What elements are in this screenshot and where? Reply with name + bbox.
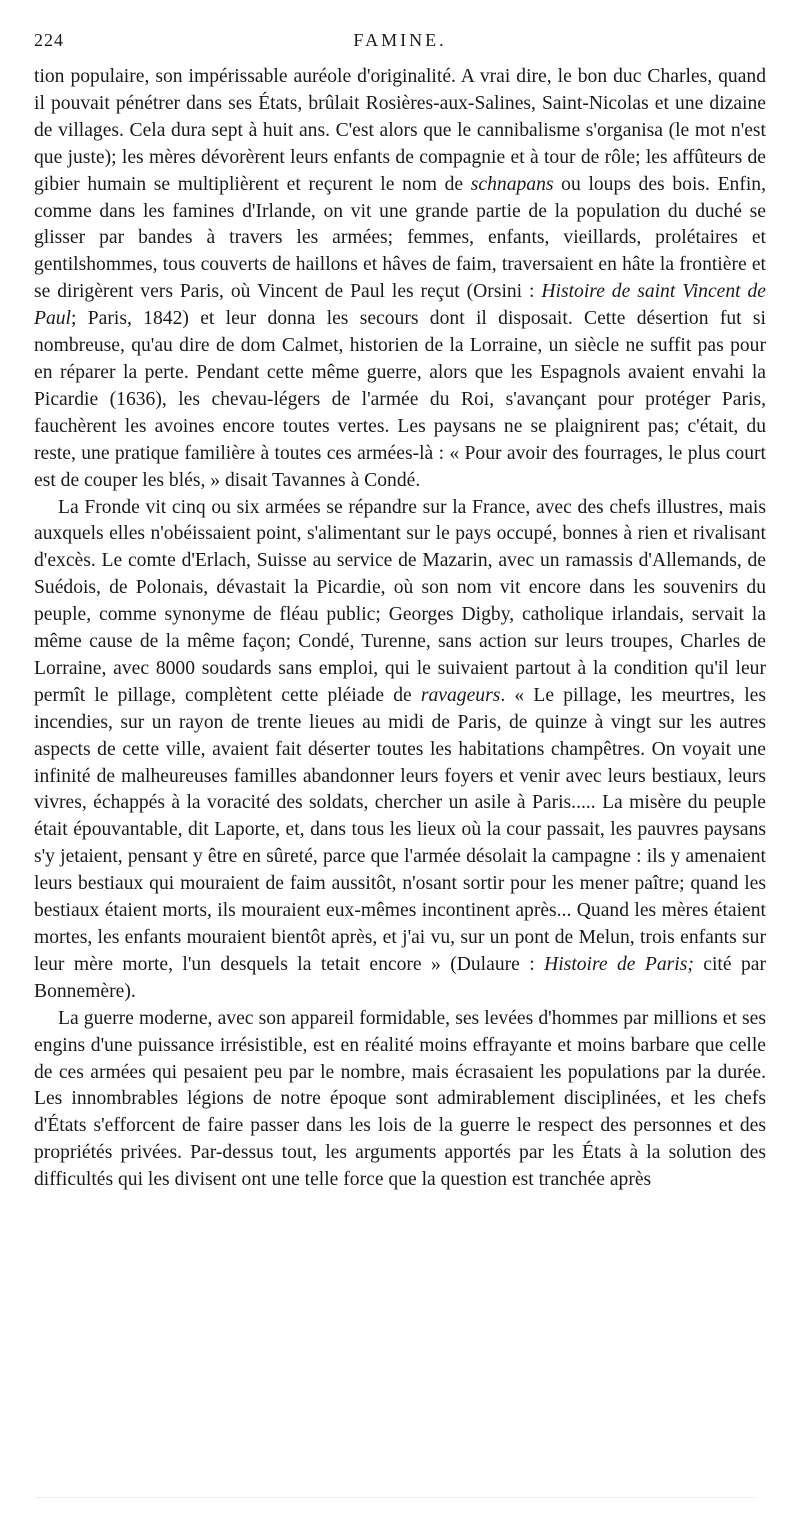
text-segment: . « Le pillage, les meurtres, les incendies, sur un rayon de trente lieues au midi de Paris, de quinze à vingt sur les autres aspects de cette ville, avaient fait déserter toutes les habitations champêtres. On voyait une infinité de malheureuses familles abandonner leurs foyers et venir avec leurs bestiaux, leurs vivres, échappés à la voracité des soldats, chercher un asile à Paris..... La misère du peuple était épouvantable, dit Laporte, et, dans tous les lieux où la cour passait, les pauvres paysans s'y jetaient, pensant y être en sûreté, parce que l'armée désolait la campagne : ils y amenaient leurs bestiaux qui mouraient de faim aussitôt, n'osant sortir pour les mener paître; quand les bestiaux étaient morts, ils mouraient eux-mêmes incontinent après... Quand les mères étaient mortes, les enfants mouraient bientôt après, et j'ai vu, sur un pont de Melun, trois enfants sur leur mère morte, l'un desquels la tetait encore » (Dulaure : [34,684,766,975]
book-page [34,30,766,1194]
page-number: 224 [34,30,64,50]
running-title: FAMINE. [353,30,447,50]
text-segment: ; Paris, 1842) et leur donna les secours dont il disposait. Cette désertion fut si nombreuse, qu'au dire de dom Calmet, historien de la Lorraine, un siècle ne suffit pas pour en réparer la perte. Pendant cette même guerre, alors que les Espagnols avaient envahi la Picardie (1636), les chevau-légers de l'armée du Roi, s'avançant pour protéger Paris, fauchèrent les avoines encore toutes vertes. Les paysans ne se plaignirent pas; c'était, du reste, une pratique familière à toutes ces armées-là : « Pour avoir des fourrages, le plus court est de couper les blés, » disait Tavannes à Condé. [34,308,766,491]
text-segment: tion populaire, son impérissable auréole d'originalité. A vrai dire, le bon duc Charles, quand il pouvait pénétrer dans ses États, brûlait Rosières-aux-Salines, Saint-Nicolas et une dizaine de villages. Cela dura sept à huit ans. C'est alors que le cannibalisme s'organisa (le mot n'est que juste); les mères dévorèrent leurs enfants de compagnie et à tour de rôle; les affûteurs de gibier humain se multiplièrent et reçurent le nom de [34,66,766,195]
text-segment: cité par Bonnemère). [34,953,766,1002]
page-edge-smudge [36,1497,756,1502]
paragraph-1 [34,64,766,495]
body-text [34,64,766,1194]
text-segment: ou loups des bois. Enfin, comme dans les famines d'Irlande, on vit une grande partie de la population du duché se glisser par bandes à travers les armées; femmes, enfants, vieillards, prolétaires et gentilshommes, tous couverts de haillons et hâves de faim, traversaient en hâte la frontière et se dirigèrent vers Paris, où Vincent de Paul les reçut (Orsini : [34,173,766,303]
paragraph-2 [34,495,766,1006]
text-segment: La Fronde vit cinq ou six armées se répandre sur la France, avec des chefs illustres, mais auxquels elles n'obéissaient point, s'alimentant sur le pays occupé, bonnes à rien et rivalisant d'excès. Le comte d'Erlach, Suisse au service de Mazarin, avec un ramassis d'Allemands, de Suédois, de Polonais, dévastait la Picardie, où son nom vit encore dans les souvenirs du peuple, comme synonyme de fléau public; Georges Digby, catholique irlandais, servait la même cause de la même façon; Condé, Turenne, sans action sur leurs troupes, Charles de Lorraine, avec 8000 soudards sans emploi, qui le suivaient partout à la condition qu'il leur permît le pillage, complètent cette pléiade de [34,496,766,706]
text-segment: La guerre moderne, avec son appareil formidable, ses levées d'hommes par millions et ses engins d'une puissance irrésistible, est en réalité moins effrayante et moins barbare que celle de ces armées qui pesaient peu par le nombre, mais écrasaient les populations par la durée. Les innombrables légions de notre époque sont admirablement disciplinées, et les chefs d'États s'efforcent de faire passer dans les lois de la guerre le respect des personnes et des propriétés privées. Par-dessus tout, les arguments apportés par les États à la solution des difficultés qui les divisent ont une telle force que la question est tranchée après [34,1007,766,1191]
running-head [34,30,766,54]
italic-text-segment: ravageurs [420,684,501,706]
italic-text-segment: Histoire de saint Vincent de Paul [34,281,766,330]
italic-text-segment: Histoire de Paris; [544,953,694,975]
italic-text-segment: schnapans [470,173,554,195]
paragraph-3 [34,1006,766,1194]
